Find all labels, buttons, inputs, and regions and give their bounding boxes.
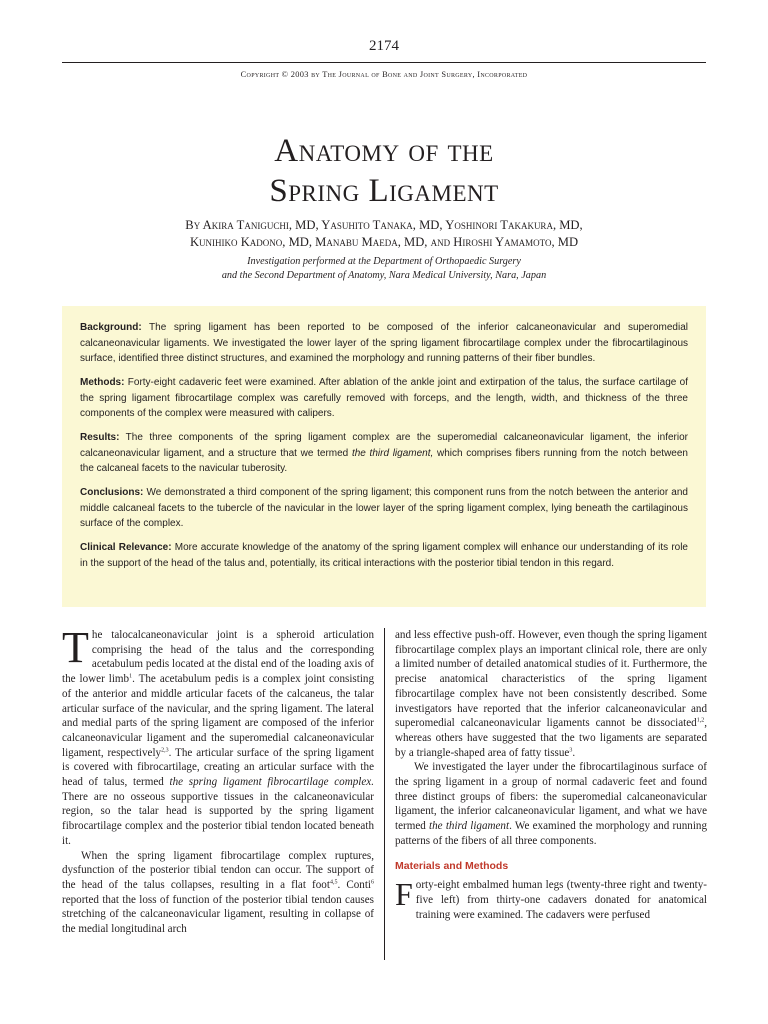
body-paragraph-1 [62,623,374,849]
methods-label: Methods: [80,377,125,388]
page-number: 2174 [369,38,399,54]
drop-cap-f: F [395,876,413,913]
background-label: Background: [80,322,142,333]
p1-text-d: There are no osseous supportive tissues in the calcaneonavicular region, so the talar head is supported by the spring ligament fibrocartilage complex and the posterior tibial tendon located beneath it. [62,790,374,847]
p2-text-b: . Conti [337,878,371,891]
citation: 6 [371,879,374,886]
body-paragraph-5 [395,878,707,922]
results-text: The three components of the spring ligament complex are the superomedial calcaneonavicular ligament, the inferior calcaneonavicular ligament, and a structure that we termed [80,432,688,459]
abstract-conclusions [80,485,688,532]
authors-line-1: By Akira Taniguchi, MD, Yasuhito Tanaka, MD, Yoshinori Takakura, MD, [185,218,583,232]
affiliation-line-2: and the Second Department of Anatomy, Nara Medical University, Nara, Japan [221,270,547,281]
abstract-results [80,430,688,477]
results-label: Results: [80,432,120,443]
body-column-right [395,628,707,922]
p1-text-b: . The acetabulum pedis is a complex joint consisting of the anterior and middle articular facets of the calcaneus, the talar articular surface of the navicular, and the spring ligament. The lateral and medial parts of the spring ligament are composed of the inferior calcaneonavicular ligament and the superomedial calcaneonavicular ligament, respectively [62,673,374,759]
column-divider [384,628,385,960]
p3-text-c: . [572,746,576,759]
body-paragraph-3 [395,628,707,760]
p4-text-a: We investigated the layer under the fibrocartilaginous surface of the spring ligament in a group of normal cadaveric feet and found three distinct groups of fibers: the superomedial calcaneonavicular ligament, the inferior calcaneonavicular ligament, and what we have termed [395,761,707,833]
header-rule [62,62,706,63]
copyright-line: Copyright © 2003 by The Journal of Bone and Joint Surgery, Incorporated [240,70,528,79]
p5-text: orty-eight embalmed human legs (twenty-three right and twenty-five left) from thirty-one cadavers donated for anatomical training were examined. The cadavers were perfused [415,879,707,921]
conclusions-label: Conclusions: [80,487,144,498]
body-paragraph-4 [395,760,707,848]
p2-text-a: When the spring ligament fibrocartilage complex ruptures, dysfunction of the posterior tibial tendon can occur. The support of the head of the talus collapses, resulting in a flat foot [62,849,374,891]
affiliation [0,255,768,283]
conclusions-text: We demonstrated a third component of the spring ligament; this component runs from the notch between the anterior and middle calcaneal facets to the tubercle of the navicular in the lower layer of the spring ligament complex, lying beneath the cartilaginous surface of the complex. [80,487,688,529]
clinical-label: Clinical Relevance: [80,542,172,553]
p3-text-b: , whereas others have suggested that the two ligaments are separated by a triangle-shaped area of fatty tissue [395,717,707,759]
title-line-1: Anatomy of the [274,133,494,169]
title-line-2: Spring Ligament [269,173,499,209]
authors-line-2: Kunihiko Kadono, MD, Manabu Maeda, MD, and Hiroshi Yamamoto, MD [189,235,579,249]
affiliation-line-1: Investigation performed at the Department of Orthopaedic Surgery [247,256,521,267]
drop-cap-t: T [62,623,89,672]
abstract-background [80,320,688,367]
results-italic: the third ligament, [351,447,434,459]
p3-text-a: and less effective push-off. However, even though the spring ligament fibrocartilage complex plays an important clinical role, there are only a limited number of detailed anatomical studies of it. Furthermore, the precise anatomical characteristics of the spring ligament fibrocartilage complex have not been consistently described. Some investigators have reported that the inferior calcaneonavicular and superomedial calcaneonavicular ligaments cannot be dissociated [395,629,707,730]
citation: 1 [129,673,133,680]
p1-text-a: he talocalcaneonavicular joint is a spheroid articulation comprising the head of the talus and the corresponding acetabulum pedis located at the distal end of the loading axis of the lower limb [62,629,374,686]
abstract-box [62,306,706,607]
article-title [0,131,768,211]
p4-text-b: . We examined the morphology and running patterns of the fibers of all three components. [395,820,707,847]
p2-text-c: reported that the loss of function of the posterior tibial tendon causes stretching of the calcaneonavicular ligament, resulting in collapse of the medial longitudinal arch [62,893,374,936]
methods-text: Forty-eight cadaveric feet were examined. After ablation of the ankle joint and extirpation of the talus, the surface cartilage of the spring ligament fibrocartilage complex was carefully removed with forceps, and the length, width, and thickness of the three components of the complex were measured with calipers. [80,377,688,419]
citation: 1,2 [696,717,705,724]
p1-text-c: . The articular surface of the spring ligament is covered with fibrocartilage, creating an articular surface with the head of talus, termed [62,746,374,789]
abstract-methods [80,375,688,422]
citation: 3 [569,746,573,753]
section-heading-materials-methods: Materials and Methods [395,859,509,872]
body-column-left [62,623,374,937]
background-text: The spring ligament has been reported to be composed of the inferior calcaneonavicular and superomedial calcaneonavicular ligaments. We investigated the lower layer of the spring ligament fibrocartilage complex under the fibrocartilaginous surface, identified three distinct structures, and examined the morphology and running patterns of their fiber bundles. [80,322,688,364]
p1-italic: the spring ligament fibrocartilage complex. [169,776,374,789]
abstract-clinical-relevance [80,540,688,571]
author-list [0,217,768,251]
clinical-text: More accurate knowledge of the anatomy of the spring ligament complex will enhance our understanding of its role in the support of the head of the talus and, potentially, its critical interactions with the posterior tibial tendon in this regard. [80,542,688,569]
citation: 2,3 [161,746,169,753]
p4-italic: the third ligament [429,820,510,833]
results-text-end: which comprises fibers running from the notch between the calcaneal facets to the navicular tuberosity. [80,447,688,474]
citation: 4,5 [329,879,338,886]
body-paragraph-2 [62,849,374,937]
